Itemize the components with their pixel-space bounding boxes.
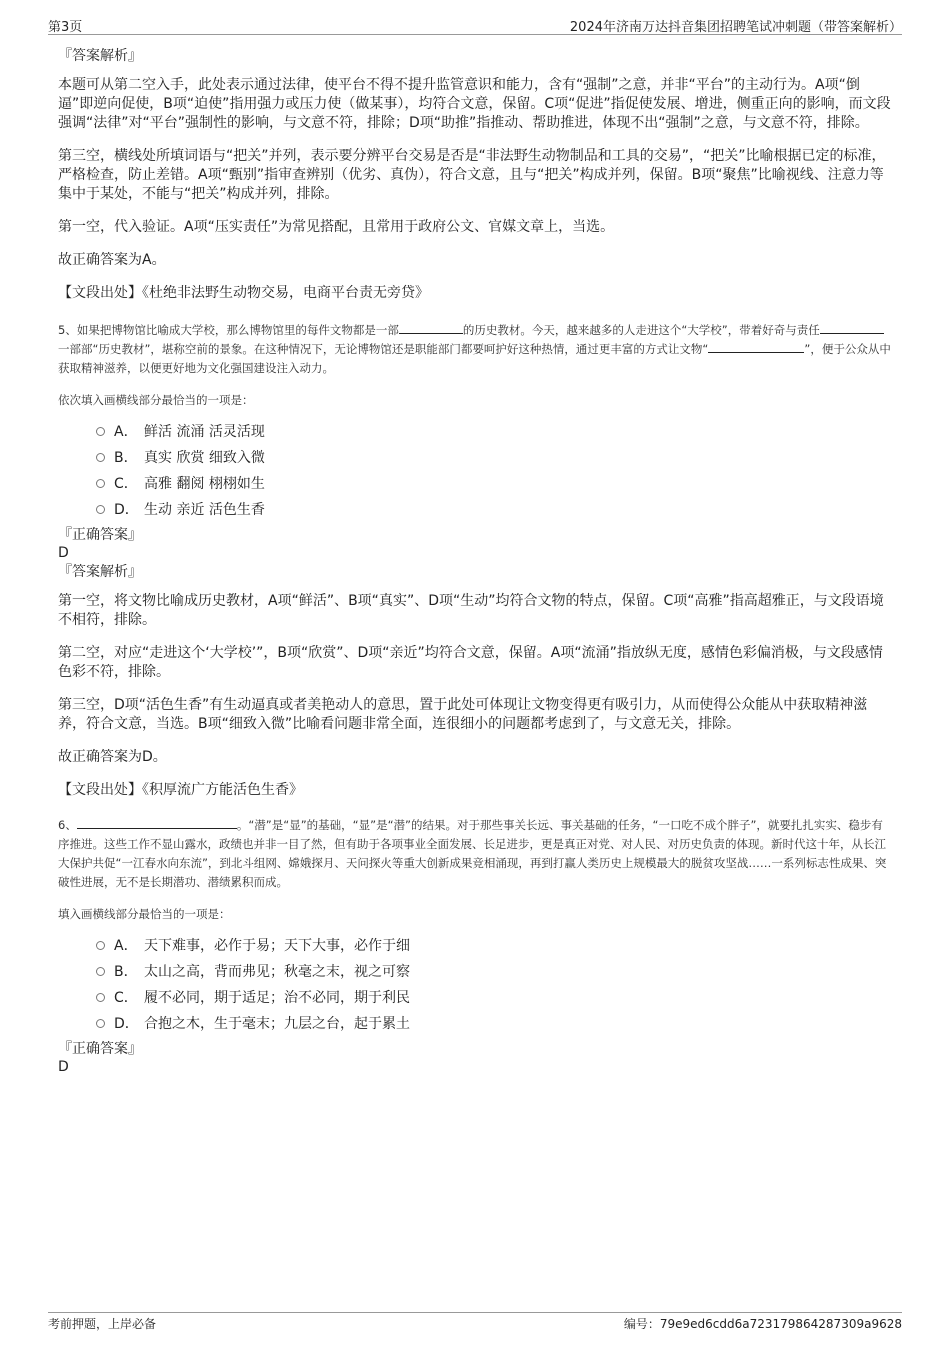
option-b[interactable]: B． 真实 欣赏 细致入微 [96,444,894,470]
page-number: 第3页 [48,20,83,35]
question-5-stem: 5、如果把博物馆比喻成大学校，那么博物馆里的每件文物都是一部 的历史教材。今天，越来越多的人走进这个“大学校”，带着好奇与责任一部部“历史教材”，堪称空前的景象。在这种情况下，无论博物馆还是职能部门都要呵护好这种热情，通过更丰富的方式让文物“ ”，便于公众从中获取精神滋养，以便更好地为文化强国建设注入动力。 [58,323,891,375]
analysis-conclusion: 故正确答案为A。 [58,252,166,268]
correct-answer-label: 『正确答案』 [58,527,142,543]
correct-answer: D [58,545,69,561]
document-id: 编号：79e9ed6cdd6a723179864287309a9628 [623,1317,902,1331]
fill-blank [708,340,804,353]
fill-blank [77,816,237,829]
answer-analysis-label: 『答案解析』 [58,564,142,580]
option-c[interactable]: C． 履不必同，期于适足；治不必同，期于利民 [96,984,894,1010]
page-header [48,14,902,35]
analysis-paragraph: 第一空，代入验证。A项“压实责任”为常见搭配，且常用于政府公文、官媒文章上，当选。 [58,219,615,235]
radio-icon[interactable] [96,505,105,514]
option-a[interactable]: A． 天下难事，必作于易；天下大事，必作于细 [96,932,894,958]
radio-icon[interactable] [96,427,105,436]
text-source: 【文段出处】《积厚流广方能活色生香》 [58,782,303,798]
option-d[interactable]: D． 生动 亲近 活色生香 [96,496,894,522]
radio-icon[interactable] [96,479,105,488]
document-title: 2024年济南万达抖音集团招聘笔试冲刺题（带答案解析） [569,20,902,35]
fill-blank [399,321,463,334]
radio-icon[interactable] [96,941,105,950]
page-footer [48,1312,902,1332]
option-d[interactable]: D． 合抱之木，生于毫末；九层之台，起于累土 [96,1010,894,1036]
fill-blank [820,321,884,334]
analysis-conclusion: 故正确答案为D。 [58,749,167,765]
text-source: 【文段出处】《杜绝非法野生动物交易，电商平台责无旁贷》 [58,285,429,301]
radio-icon[interactable] [96,453,105,462]
question-5-options [96,418,894,522]
answer-analysis-label: 『答案解析』 [58,48,142,64]
analysis-paragraph: 第三空，横线处所填词语与“把关”并列，表示要分辨平台交易是否是“非法野生动物制品和工具的交易”，“把关”比喻根据已定的标准，严格检查，防止差错。A项“甄别”指审查辨别（优劣、真伪），符合文意，且与“把关”构成并列，保留。B项“聚焦”比喻视线、注意力等集中于某处，不能与“把关”构成并列，排除。 [58,148,886,202]
radio-icon[interactable] [96,967,105,976]
correct-answer: D [58,1059,69,1075]
option-b[interactable]: B． 太山之高，背而弗见；秋毫之末，视之可察 [96,958,894,984]
radio-icon[interactable] [96,993,105,1002]
radio-icon[interactable] [96,1019,105,1028]
option-a[interactable]: A． 鲜活 流涌 活灵活现 [96,418,894,444]
analysis-paragraph: 本题可从第二空入手，此处表示通过法律，使平台不得不提升监管意识和能力，含有“强制”之意，并非“平台”的主动行为。A项“倒逼”即逆向促使，B项“迫使”指用强力或压力使（做某事），均符合文意，保留。C项“促进”指促使发展、增进，侧重正向的影响，而文段强调“法律”对“平台”强制性的影响，与文意不符，排除；D项“助推”指推动、帮助推进，体现不出“强制”之意，与文意不符，排除。 [58,77,891,131]
question-prompt: 填入画横线部分最恰当的一项是： [58,907,231,921]
analysis-paragraph: 第一空，将文物比喻成历史教材，A项“鲜活”、B项“真实”、D项“生动”均符合文物的特点，保留。C项“高雅”指高超雅正，与文段语境不相符，排除。 [58,593,884,628]
analysis-paragraph: 第二空，对应“走进这个‘大学校’”，B项“欣赏”、D项“亲近”均符合文意，保留。A项“流涌”指放纵无度，感情色彩偏消极，与文段感情色彩不符，排除。 [58,645,883,680]
analysis-paragraph: 第三空，D项“活色生香”有生动逼真或者美艳动人的意思，置于此处可体现让文物变得更有吸引力，从而使得公众能从中获取精神滋养，符合文意，当选。B项“细致入微”比喻看问题非常全面，连很细小的问题都考虑到了，与文意无关，排除。 [58,697,868,732]
question-prompt: 依次填入画横线部分最恰当的一项是： [58,393,254,407]
question-6-options [96,932,894,1036]
footer-slogan: 考前押题，上岸必备 [48,1317,157,1331]
page-content [58,46,894,1076]
question-6-stem: 6、 。“潜”是“显”的基础，“显”是“潜”的结果。对于那些事关长远、事关基础的任务，“一口吃不成个胖子”，就要扎扎实实、稳步有序推进。这些工作不显山露水，政绩也并非一目了然，但有助于各项事业全面发展、长足进步，更是真正对党、对人民、对历史负责的体现。新时代这十年，从长江大保护共促“一江春水向东流”，到北斗组网、嫦娥探月、天问探火等重大创新成果竞相涌现，再到打赢人类历史上规模最大的脱贫攻坚战……一系列标志性成果、突破性进展，无不是长期潜功、潜绩累积而成。 [58,818,887,889]
correct-answer-label: 『正确答案』 [58,1041,142,1057]
option-c[interactable]: C． 高雅 翻阅 栩栩如生 [96,470,894,496]
